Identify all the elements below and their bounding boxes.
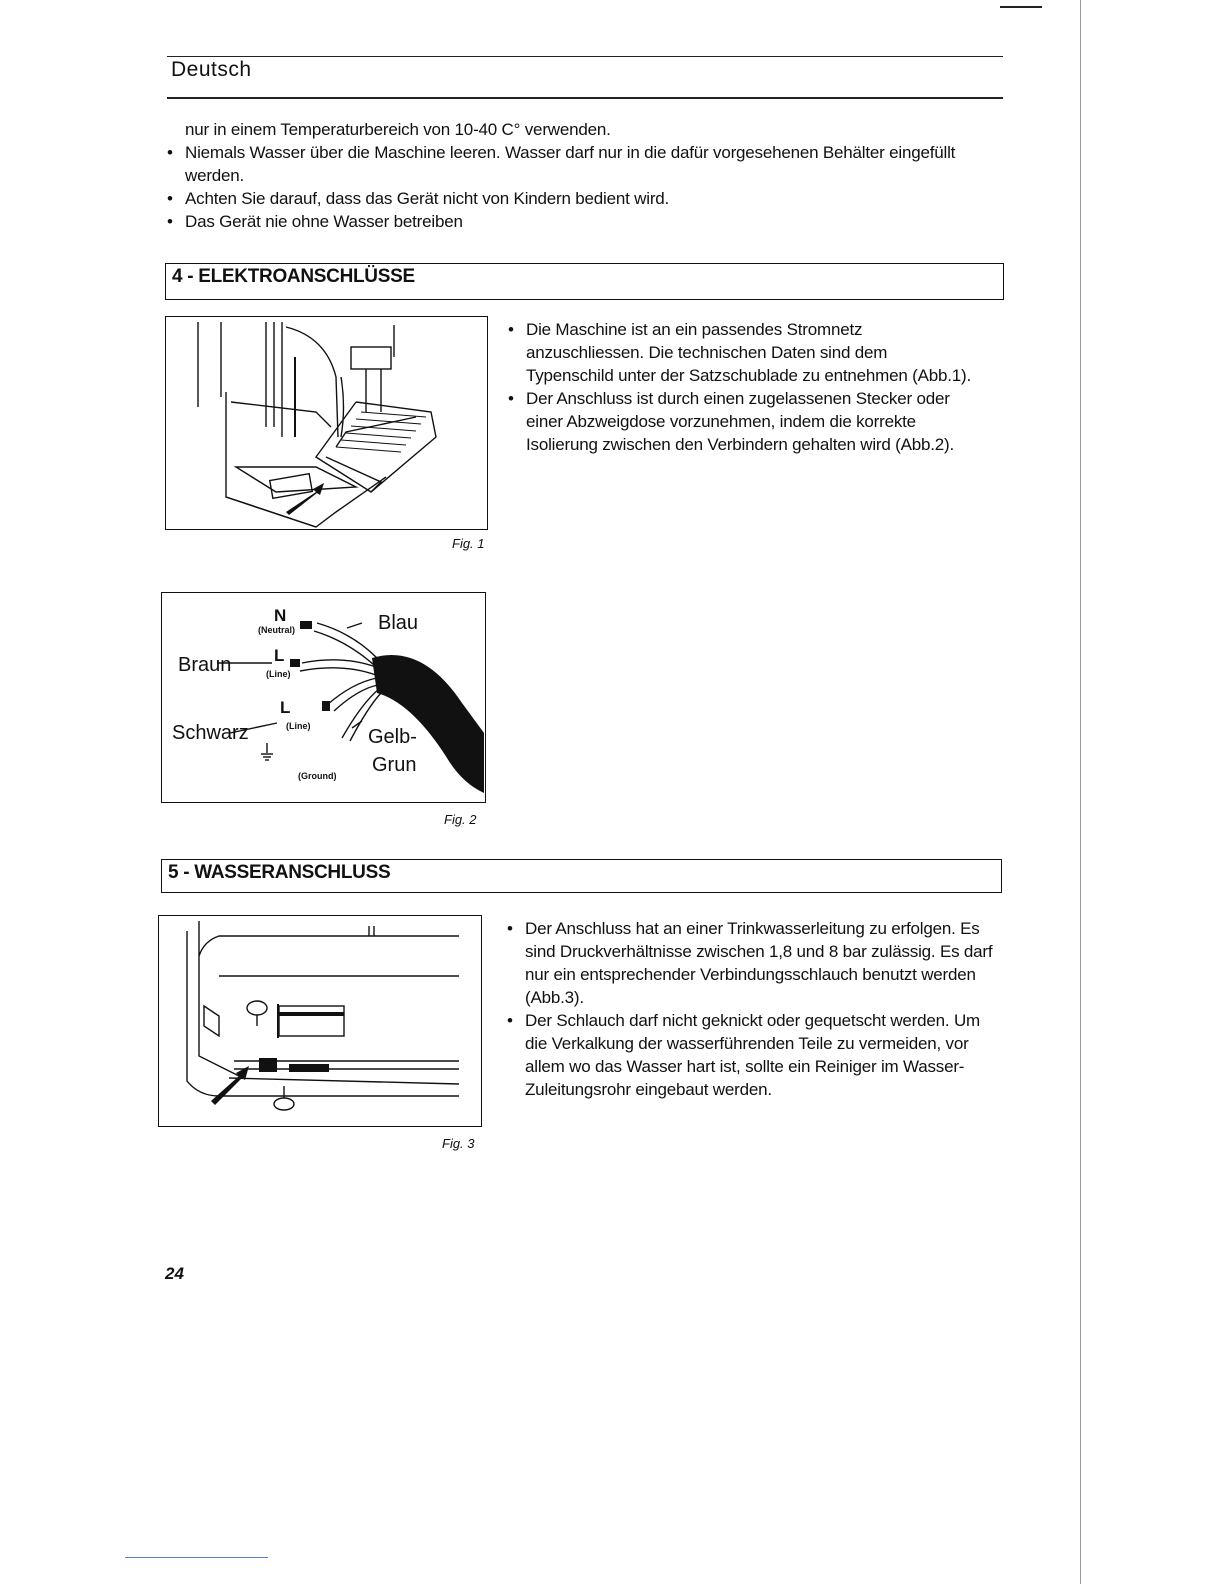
fig2-label-braun: Braun [178, 654, 232, 676]
fig2-label-line2: (Line) [286, 721, 311, 731]
intro-bullet: • Achten Sie darauf, dass das Gerät nicht von Kindern bedient wird. [167, 187, 967, 210]
section4-bullets [508, 318, 978, 456]
section5-bullets [507, 917, 997, 1101]
section4-bullet: • Der Anschluss ist durch einen zugelassenen Stecker oder einer Abzweigdose vorzunehmen, indem die korrekte Isolierung zwischen den Verbindern gehalten wird (Abb.2). [508, 387, 978, 456]
fig3-caption: Fig. 3 [442, 1136, 475, 1151]
section5-title: 5 - WASSERANSCHLUSS [168, 862, 391, 883]
intro-bullets [167, 141, 967, 233]
section4-text [508, 318, 978, 456]
intro-block [167, 118, 967, 233]
header-top-rule [167, 56, 1003, 57]
fig2-wiring-diagram [161, 592, 486, 803]
fig1-caption: Fig. 1 [452, 536, 485, 551]
section5-bullet: • Der Schlauch darf nicht geknickt oder gequetscht werden. Um die Verkalkung der wasserführenden Teile zu vermeiden, vor allem wo das Wasser hart ist, sollte ein Reiniger im Wasser-Zuleitungsrohr eingebaut werden. [507, 1009, 997, 1101]
bottom-blue-mark [125, 1557, 268, 1558]
fig2-drawing [162, 593, 484, 801]
fig1-illustration [165, 316, 488, 530]
fig1-drawing [166, 317, 486, 528]
fig2-label-l2: L [280, 698, 291, 717]
fig2-label-gelb: Gelb- [368, 726, 417, 748]
fig2-label-line1: (Line) [266, 669, 291, 679]
section5-bullet: • Der Anschluss hat an einer Trinkwasserleitung zu erfolgen. Es sind Druckverhältnisse zwischen 1,8 und 8 bar zulässig. Es darf nur ein entsprechender Verbindungsschlauch benutzt werden (Abb.3). [507, 917, 997, 1009]
section4-bullet: • Die Maschine ist an ein passendes Stromnetz anzuschliessen. Die technischen Daten sind dem Typenschild unter der Satzschublade zu entnehmen (Abb.1). [508, 318, 978, 387]
page-right-edge [1080, 0, 1081, 1584]
section5-header [161, 859, 1002, 893]
fig2-caption: Fig. 2 [444, 812, 477, 827]
top-corner-mark [1000, 6, 1042, 8]
section5-text [507, 917, 997, 1101]
fig2-label-grun: Grun [372, 754, 417, 776]
page-number: 24 [165, 1264, 184, 1283]
fig2-label-ground: (Ground) [298, 771, 337, 781]
fig2-label-blau: Blau [378, 612, 419, 634]
fig3-illustration [158, 915, 482, 1127]
section4-title: 4 - ELEKTROANSCHLÜSSE [172, 266, 415, 287]
fig2-label-schwarz: Schwarz [172, 722, 249, 744]
fig2-label-n: N [274, 606, 287, 625]
fig2-label-neutral: (Neutral) [258, 625, 296, 635]
header-bottom-rule [167, 97, 1003, 99]
intro-continuation: nur in einem Temperaturbereich von 10-40 C° verwenden. [185, 120, 611, 139]
fig3-drawing [159, 916, 480, 1125]
fig2-label-l1: L [274, 646, 285, 665]
intro-bullet: • Niemals Wasser über die Maschine leeren. Wasser darf nur in die dafür vorgesehenen Behälter eingefüllt werden. [167, 141, 967, 187]
header-language: Deutsch [171, 58, 252, 81]
section4-header [165, 263, 1004, 300]
intro-bullet: • Das Gerät nie ohne Wasser betreiben [167, 210, 967, 233]
